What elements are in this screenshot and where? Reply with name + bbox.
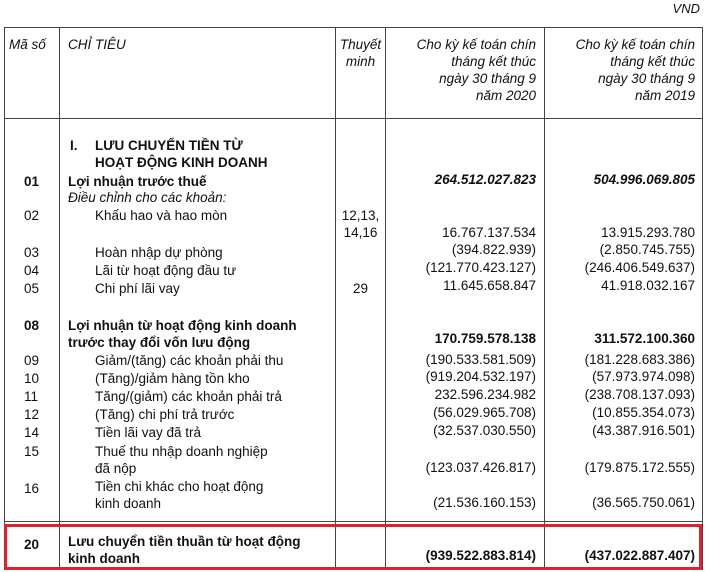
section-roman: I. xyxy=(70,138,78,153)
value-2019: 13.915.293.780 xyxy=(601,225,695,240)
row-note: 12,13, 14,16 xyxy=(341,208,380,240)
column-divider xyxy=(59,27,60,570)
row-code: 11 xyxy=(24,389,39,404)
row-label: (Tăng)/giảm hàng tồn kho xyxy=(95,371,250,386)
row-label: Tiền chi khác cho hoạt động kinh doanh xyxy=(95,479,264,511)
value-2019: (179.875.172.555) xyxy=(584,460,695,475)
value-2020: (32.537.030.550) xyxy=(433,423,536,438)
row-code: 03 xyxy=(24,245,40,260)
row-code: 10 xyxy=(24,371,40,386)
section-title: HOẠT ĐỘNG KINH DOANH xyxy=(95,155,268,170)
row-label: Lợi nhuận trước thuế xyxy=(68,174,207,189)
value-2019: 311.572.100.360 xyxy=(594,331,695,346)
row-note: 29 xyxy=(352,281,369,296)
value-2019: (57.973.974.098) xyxy=(592,369,695,384)
row-code: 09 xyxy=(24,353,40,368)
row-label: Tăng/(giảm) các khoản phải trả xyxy=(95,389,282,404)
value-2019: 504.996.069.805 xyxy=(593,172,695,187)
value-2020: 232.596.234.982 xyxy=(434,387,536,402)
header-divider xyxy=(4,118,703,119)
value-2019: (238.708.137.093) xyxy=(584,387,695,402)
header-note: Thuyết minh xyxy=(339,37,382,69)
highlight-box xyxy=(4,524,702,570)
value-2020: 11.645.658.847 xyxy=(443,278,536,293)
row-label: Lợi nhuận từ hoạt động kinh doanh trước thay đổi vốn lưu động xyxy=(68,318,297,350)
value-2020: (56.029.965.708) xyxy=(433,405,536,420)
column-divider xyxy=(335,27,336,570)
value-2019: (10.855.354.073) xyxy=(592,405,695,420)
value-2019: (437.022.887.407) xyxy=(584,548,695,563)
row-code: 08 xyxy=(24,318,40,333)
value-2019: (36.565.750.061) xyxy=(592,495,695,510)
value-2019: 41.918.032.167 xyxy=(601,278,695,293)
header-period-2019: Cho kỳ kế toán chín tháng kết thúc ngày 30 tháng 9 năm 2019 xyxy=(575,37,695,103)
row-label: Giảm/(tăng) các khoản phải thu xyxy=(95,353,284,368)
adjustments-label: Điều chỉnh cho các khoản: xyxy=(68,190,227,205)
row-label: Thuế thu nhập doanh nghiệp đã nộp xyxy=(95,444,268,476)
value-2019: (246.406.549.637) xyxy=(584,260,695,275)
row-label: (Tăng) chi phí trả trước xyxy=(95,407,235,422)
currency-unit: VND xyxy=(672,1,700,16)
row-label: Lãi từ hoạt động đầu tư xyxy=(95,263,237,278)
row-code: 12 xyxy=(24,407,40,422)
row-code: 20 xyxy=(24,537,40,552)
row-code: 05 xyxy=(24,281,40,296)
value-2020: (123.037.426.817) xyxy=(425,460,536,475)
value-2020: (21.536.160.153) xyxy=(433,495,536,510)
value-2019: (2.850.745.755) xyxy=(599,242,695,257)
total-divider xyxy=(4,521,703,522)
row-code: 14 xyxy=(24,425,40,440)
row-code: 16 xyxy=(24,481,40,496)
row-code: 02 xyxy=(24,208,40,223)
column-divider xyxy=(544,27,545,570)
column-divider xyxy=(385,27,386,570)
header-item: CHỈ TIÊU xyxy=(68,37,126,52)
row-label: Hoàn nhập dự phòng xyxy=(95,245,223,260)
section-title: LƯU CHUYỂN TIỀN TỪ xyxy=(95,138,243,153)
value-2020: (939.522.883.814) xyxy=(425,548,536,563)
value-2019: (181.228.683.386) xyxy=(584,352,695,367)
row-label: Lưu chuyển tiền thuần từ hoạt động kinh doanh xyxy=(68,534,301,566)
value-2019: (43.387.916.501) xyxy=(592,423,695,438)
value-2020: (121.770.423.127) xyxy=(425,260,536,275)
value-2020: (394.822.939) xyxy=(451,242,536,257)
value-2020: (190.533.581.509) xyxy=(425,352,536,367)
value-2020: 16.767.137.534 xyxy=(442,225,536,240)
value-2020: (919.204.532.197) xyxy=(425,369,536,384)
value-2020: 170.759.578.138 xyxy=(434,331,536,346)
row-label: Tiền lãi vay đã trả xyxy=(95,425,202,440)
row-code: 01 xyxy=(24,174,40,189)
row-code: 04 xyxy=(24,263,40,278)
value-2020: 264.512.027.823 xyxy=(434,172,536,187)
row-code: 15 xyxy=(24,444,40,459)
header-code: Mã số xyxy=(9,37,46,52)
row-label: Chi phí lãi vay xyxy=(95,281,180,296)
header-period-2020: Cho kỳ kế toán chín tháng kết thúc ngày 30 tháng 9 năm 2020 xyxy=(416,37,536,103)
row-label: Khấu hao và hao mòn xyxy=(95,208,228,223)
